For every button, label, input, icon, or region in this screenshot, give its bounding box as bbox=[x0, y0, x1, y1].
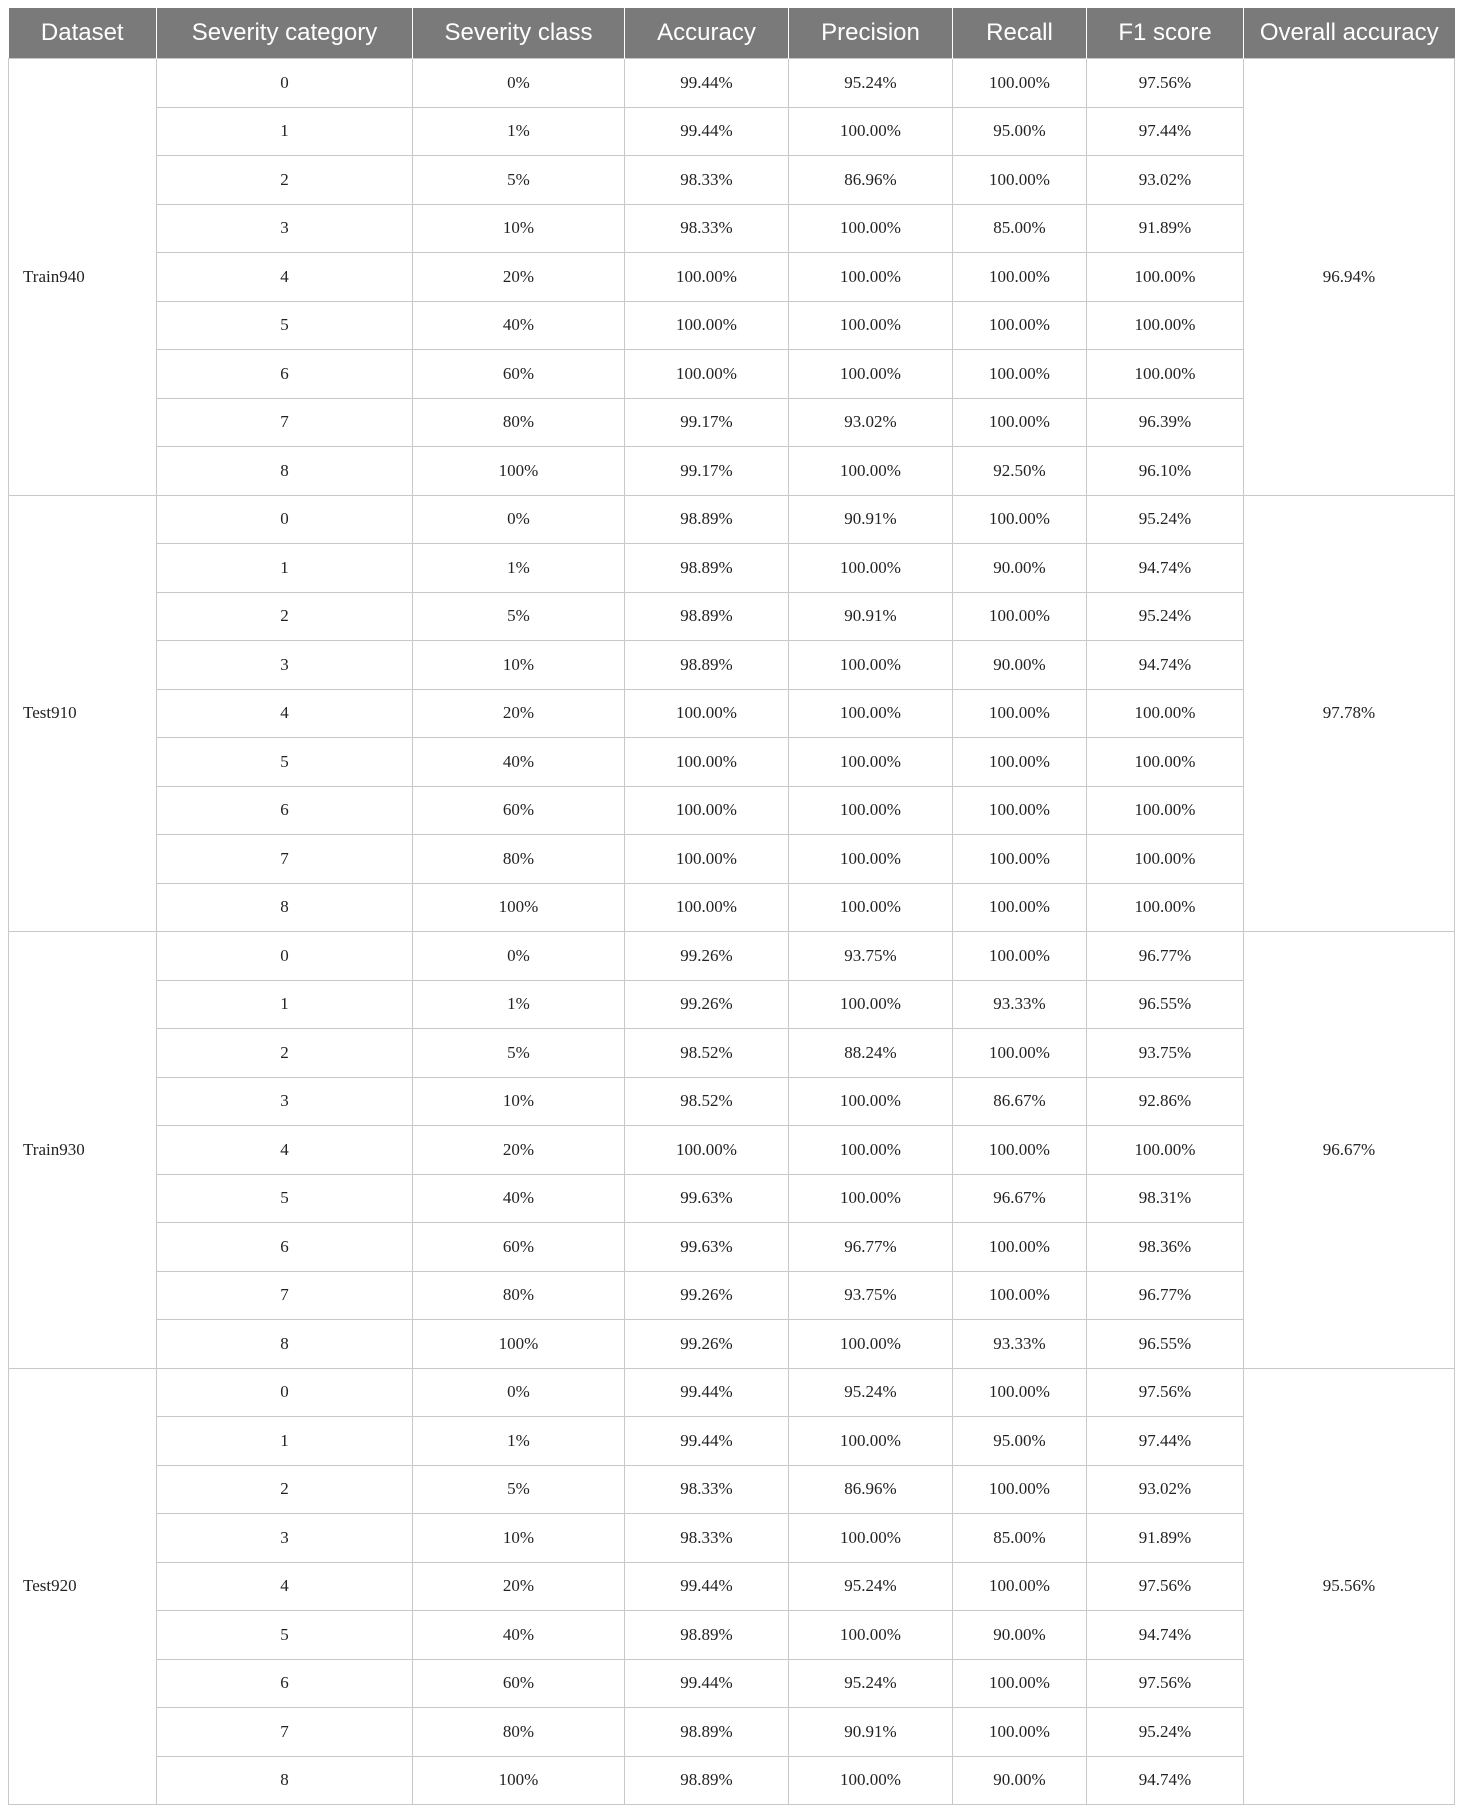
severity-class-cell: 1% bbox=[413, 980, 625, 1029]
table-header bbox=[9, 8, 1455, 59]
overall-accuracy-cell: 96.67% bbox=[1244, 932, 1455, 1369]
table-row bbox=[9, 59, 1455, 108]
severity-class-cell: 100% bbox=[413, 883, 625, 932]
severity-category-cell: 0 bbox=[157, 59, 413, 108]
severity-category-cell: 1 bbox=[157, 107, 413, 156]
dataset-cell: Train940 bbox=[9, 59, 157, 496]
header-accuracy: Accuracy bbox=[625, 8, 789, 59]
severity-class-cell: 0% bbox=[413, 1368, 625, 1417]
header-recall: Recall bbox=[953, 8, 1087, 59]
accuracy-cell: 100.00% bbox=[625, 301, 789, 350]
recall-cell: 100.00% bbox=[953, 59, 1087, 108]
accuracy-cell: 99.26% bbox=[625, 980, 789, 1029]
accuracy-cell: 98.89% bbox=[625, 592, 789, 641]
table-row bbox=[9, 350, 1455, 399]
recall-cell: 96.67% bbox=[953, 1174, 1087, 1223]
precision-cell: 93.75% bbox=[789, 932, 953, 981]
results-table bbox=[8, 8, 1455, 1805]
recall-cell: 100.00% bbox=[953, 1126, 1087, 1175]
f1-score-cell: 93.75% bbox=[1087, 1029, 1244, 1078]
f1-score-cell: 100.00% bbox=[1087, 350, 1244, 399]
precision-cell: 100.00% bbox=[789, 738, 953, 787]
severity-class-cell: 40% bbox=[413, 301, 625, 350]
f1-score-cell: 97.56% bbox=[1087, 1659, 1244, 1708]
precision-cell: 100.00% bbox=[789, 1514, 953, 1563]
f1-score-cell: 96.10% bbox=[1087, 447, 1244, 496]
dataset-cell: Train930 bbox=[9, 932, 157, 1369]
severity-class-cell: 80% bbox=[413, 1271, 625, 1320]
severity-class-cell: 60% bbox=[413, 1659, 625, 1708]
table-row bbox=[9, 1514, 1455, 1563]
severity-category-cell: 0 bbox=[157, 495, 413, 544]
severity-category-cell: 3 bbox=[157, 1514, 413, 1563]
accuracy-cell: 100.00% bbox=[625, 738, 789, 787]
severity-category-cell: 6 bbox=[157, 786, 413, 835]
table-row bbox=[9, 1320, 1455, 1369]
precision-cell: 93.02% bbox=[789, 398, 953, 447]
recall-cell: 93.33% bbox=[953, 1320, 1087, 1369]
precision-cell: 100.00% bbox=[789, 1611, 953, 1660]
severity-class-cell: 60% bbox=[413, 1223, 625, 1272]
recall-cell: 100.00% bbox=[953, 786, 1087, 835]
recall-cell: 100.00% bbox=[953, 883, 1087, 932]
table-row bbox=[9, 1271, 1455, 1320]
severity-category-cell: 8 bbox=[157, 883, 413, 932]
f1-score-cell: 97.44% bbox=[1087, 1417, 1244, 1466]
recall-cell: 100.00% bbox=[953, 1465, 1087, 1514]
severity-class-cell: 100% bbox=[413, 1756, 625, 1805]
table-row bbox=[9, 1562, 1455, 1611]
f1-score-cell: 96.39% bbox=[1087, 398, 1244, 447]
f1-score-cell: 91.89% bbox=[1087, 1514, 1244, 1563]
recall-cell: 85.00% bbox=[953, 1514, 1087, 1563]
accuracy-cell: 98.33% bbox=[625, 204, 789, 253]
accuracy-cell: 98.52% bbox=[625, 1077, 789, 1126]
recall-cell: 100.00% bbox=[953, 350, 1087, 399]
table-row bbox=[9, 204, 1455, 253]
f1-score-cell: 96.55% bbox=[1087, 980, 1244, 1029]
severity-class-cell: 1% bbox=[413, 544, 625, 593]
severity-class-cell: 80% bbox=[413, 1708, 625, 1757]
severity-class-cell: 0% bbox=[413, 495, 625, 544]
precision-cell: 100.00% bbox=[789, 350, 953, 399]
overall-accuracy-cell: 96.94% bbox=[1244, 59, 1455, 496]
table-row bbox=[9, 980, 1455, 1029]
table-row bbox=[9, 689, 1455, 738]
precision-cell: 88.24% bbox=[789, 1029, 953, 1078]
severity-category-cell: 8 bbox=[157, 447, 413, 496]
severity-category-cell: 4 bbox=[157, 1126, 413, 1175]
f1-score-cell: 94.74% bbox=[1087, 641, 1244, 690]
dataset-cell: Test920 bbox=[9, 1368, 157, 1805]
table-row bbox=[9, 1174, 1455, 1223]
severity-class-cell: 100% bbox=[413, 447, 625, 496]
accuracy-cell: 98.89% bbox=[625, 641, 789, 690]
table-row bbox=[9, 1029, 1455, 1078]
accuracy-cell: 98.89% bbox=[625, 1756, 789, 1805]
severity-category-cell: 8 bbox=[157, 1756, 413, 1805]
severity-class-cell: 40% bbox=[413, 1174, 625, 1223]
severity-category-cell: 6 bbox=[157, 1659, 413, 1708]
precision-cell: 90.91% bbox=[789, 592, 953, 641]
accuracy-cell: 100.00% bbox=[625, 1126, 789, 1175]
precision-cell: 100.00% bbox=[789, 447, 953, 496]
table-row bbox=[9, 1077, 1455, 1126]
precision-cell: 100.00% bbox=[789, 1417, 953, 1466]
severity-class-cell: 0% bbox=[413, 59, 625, 108]
recall-cell: 100.00% bbox=[953, 1708, 1087, 1757]
severity-class-cell: 10% bbox=[413, 1514, 625, 1563]
severity-category-cell: 1 bbox=[157, 980, 413, 1029]
table-row bbox=[9, 1611, 1455, 1660]
precision-cell: 100.00% bbox=[789, 204, 953, 253]
recall-cell: 86.67% bbox=[953, 1077, 1087, 1126]
recall-cell: 100.00% bbox=[953, 689, 1087, 738]
accuracy-cell: 98.89% bbox=[625, 544, 789, 593]
severity-class-cell: 5% bbox=[413, 156, 625, 205]
severity-class-cell: 5% bbox=[413, 592, 625, 641]
f1-score-cell: 94.74% bbox=[1087, 1756, 1244, 1805]
table-row bbox=[9, 1708, 1455, 1757]
severity-category-cell: 7 bbox=[157, 1271, 413, 1320]
recall-cell: 100.00% bbox=[953, 1029, 1087, 1078]
table-row bbox=[9, 156, 1455, 205]
severity-category-cell: 1 bbox=[157, 544, 413, 593]
accuracy-cell: 99.63% bbox=[625, 1223, 789, 1272]
accuracy-cell: 98.52% bbox=[625, 1029, 789, 1078]
overall-accuracy-cell: 95.56% bbox=[1244, 1368, 1455, 1805]
severity-class-cell: 1% bbox=[413, 1417, 625, 1466]
severity-class-cell: 60% bbox=[413, 350, 625, 399]
precision-cell: 95.24% bbox=[789, 59, 953, 108]
accuracy-cell: 99.26% bbox=[625, 1271, 789, 1320]
severity-class-cell: 20% bbox=[413, 1126, 625, 1175]
recall-cell: 100.00% bbox=[953, 156, 1087, 205]
precision-cell: 100.00% bbox=[789, 883, 953, 932]
precision-cell: 96.77% bbox=[789, 1223, 953, 1272]
precision-cell: 100.00% bbox=[789, 1756, 953, 1805]
severity-category-cell: 1 bbox=[157, 1417, 413, 1466]
precision-cell: 100.00% bbox=[789, 786, 953, 835]
table-row bbox=[9, 932, 1455, 981]
precision-cell: 95.24% bbox=[789, 1659, 953, 1708]
accuracy-cell: 98.89% bbox=[625, 1708, 789, 1757]
f1-score-cell: 97.56% bbox=[1087, 59, 1244, 108]
table-row bbox=[9, 1368, 1455, 1417]
accuracy-cell: 99.44% bbox=[625, 1417, 789, 1466]
severity-class-cell: 5% bbox=[413, 1465, 625, 1514]
severity-class-cell: 80% bbox=[413, 835, 625, 884]
recall-cell: 90.00% bbox=[953, 1756, 1087, 1805]
severity-category-cell: 0 bbox=[157, 932, 413, 981]
precision-cell: 100.00% bbox=[789, 544, 953, 593]
recall-cell: 90.00% bbox=[953, 641, 1087, 690]
table-row bbox=[9, 738, 1455, 787]
recall-cell: 100.00% bbox=[953, 495, 1087, 544]
f1-score-cell: 93.02% bbox=[1087, 1465, 1244, 1514]
table-row bbox=[9, 1126, 1455, 1175]
accuracy-cell: 98.33% bbox=[625, 156, 789, 205]
severity-category-cell: 3 bbox=[157, 1077, 413, 1126]
severity-category-cell: 4 bbox=[157, 253, 413, 302]
f1-score-cell: 100.00% bbox=[1087, 253, 1244, 302]
f1-score-cell: 97.56% bbox=[1087, 1368, 1244, 1417]
precision-cell: 100.00% bbox=[789, 689, 953, 738]
recall-cell: 100.00% bbox=[953, 592, 1087, 641]
recall-cell: 100.00% bbox=[953, 1659, 1087, 1708]
accuracy-cell: 98.33% bbox=[625, 1465, 789, 1514]
severity-class-cell: 60% bbox=[413, 786, 625, 835]
precision-cell: 93.75% bbox=[789, 1271, 953, 1320]
precision-cell: 100.00% bbox=[789, 301, 953, 350]
table-row bbox=[9, 495, 1455, 544]
severity-class-cell: 20% bbox=[413, 1562, 625, 1611]
recall-cell: 90.00% bbox=[953, 1611, 1087, 1660]
severity-class-cell: 10% bbox=[413, 641, 625, 690]
accuracy-cell: 100.00% bbox=[625, 689, 789, 738]
recall-cell: 100.00% bbox=[953, 932, 1087, 981]
precision-cell: 100.00% bbox=[789, 835, 953, 884]
table-row bbox=[9, 1417, 1455, 1466]
severity-category-cell: 2 bbox=[157, 1465, 413, 1514]
f1-score-cell: 100.00% bbox=[1087, 689, 1244, 738]
accuracy-cell: 99.44% bbox=[625, 1368, 789, 1417]
accuracy-cell: 99.17% bbox=[625, 447, 789, 496]
accuracy-cell: 99.63% bbox=[625, 1174, 789, 1223]
table-row bbox=[9, 544, 1455, 593]
f1-score-cell: 96.77% bbox=[1087, 1271, 1244, 1320]
severity-category-cell: 3 bbox=[157, 204, 413, 253]
f1-score-cell: 100.00% bbox=[1087, 835, 1244, 884]
recall-cell: 95.00% bbox=[953, 107, 1087, 156]
table-row bbox=[9, 398, 1455, 447]
recall-cell: 100.00% bbox=[953, 301, 1087, 350]
severity-class-cell: 40% bbox=[413, 1611, 625, 1660]
accuracy-cell: 99.26% bbox=[625, 1320, 789, 1369]
table-row bbox=[9, 641, 1455, 690]
f1-score-cell: 94.74% bbox=[1087, 1611, 1244, 1660]
accuracy-cell: 99.44% bbox=[625, 1562, 789, 1611]
f1-score-cell: 98.31% bbox=[1087, 1174, 1244, 1223]
f1-score-cell: 95.24% bbox=[1087, 592, 1244, 641]
f1-score-cell: 95.24% bbox=[1087, 495, 1244, 544]
f1-score-cell: 100.00% bbox=[1087, 883, 1244, 932]
severity-category-cell: 8 bbox=[157, 1320, 413, 1369]
table-row bbox=[9, 592, 1455, 641]
severity-class-cell: 20% bbox=[413, 253, 625, 302]
table-row bbox=[9, 253, 1455, 302]
severity-category-cell: 7 bbox=[157, 835, 413, 884]
f1-score-cell: 100.00% bbox=[1087, 786, 1244, 835]
header-f1-score: F1 score bbox=[1087, 8, 1244, 59]
table-row bbox=[9, 786, 1455, 835]
severity-class-cell: 20% bbox=[413, 689, 625, 738]
severity-class-cell: 1% bbox=[413, 107, 625, 156]
precision-cell: 100.00% bbox=[789, 253, 953, 302]
table-row bbox=[9, 107, 1455, 156]
severity-category-cell: 2 bbox=[157, 1029, 413, 1078]
accuracy-cell: 100.00% bbox=[625, 350, 789, 399]
table-row bbox=[9, 1659, 1455, 1708]
recall-cell: 93.33% bbox=[953, 980, 1087, 1029]
severity-category-cell: 6 bbox=[157, 1223, 413, 1272]
f1-score-cell: 96.77% bbox=[1087, 932, 1244, 981]
recall-cell: 100.00% bbox=[953, 1271, 1087, 1320]
f1-score-cell: 97.44% bbox=[1087, 107, 1244, 156]
severity-class-cell: 100% bbox=[413, 1320, 625, 1369]
table-row bbox=[9, 883, 1455, 932]
recall-cell: 92.50% bbox=[953, 447, 1087, 496]
accuracy-cell: 100.00% bbox=[625, 253, 789, 302]
precision-cell: 100.00% bbox=[789, 1077, 953, 1126]
precision-cell: 100.00% bbox=[789, 980, 953, 1029]
f1-score-cell: 100.00% bbox=[1087, 1126, 1244, 1175]
severity-category-cell: 2 bbox=[157, 156, 413, 205]
accuracy-cell: 99.17% bbox=[625, 398, 789, 447]
precision-cell: 100.00% bbox=[789, 1174, 953, 1223]
precision-cell: 86.96% bbox=[789, 156, 953, 205]
severity-class-cell: 10% bbox=[413, 204, 625, 253]
precision-cell: 95.24% bbox=[789, 1562, 953, 1611]
severity-category-cell: 3 bbox=[157, 641, 413, 690]
recall-cell: 100.00% bbox=[953, 738, 1087, 787]
f1-score-cell: 93.02% bbox=[1087, 156, 1244, 205]
accuracy-cell: 100.00% bbox=[625, 883, 789, 932]
severity-category-cell: 2 bbox=[157, 592, 413, 641]
severity-category-cell: 7 bbox=[157, 1708, 413, 1757]
recall-cell: 100.00% bbox=[953, 253, 1087, 302]
precision-cell: 100.00% bbox=[789, 641, 953, 690]
table-row bbox=[9, 1756, 1455, 1805]
overall-accuracy-cell: 97.78% bbox=[1244, 495, 1455, 932]
precision-cell: 95.24% bbox=[789, 1368, 953, 1417]
severity-category-cell: 5 bbox=[157, 1611, 413, 1660]
accuracy-cell: 99.44% bbox=[625, 59, 789, 108]
recall-cell: 100.00% bbox=[953, 1368, 1087, 1417]
severity-category-cell: 4 bbox=[157, 689, 413, 738]
header-row bbox=[9, 8, 1455, 59]
severity-class-cell: 40% bbox=[413, 738, 625, 787]
severity-class-cell: 0% bbox=[413, 932, 625, 981]
table-row bbox=[9, 835, 1455, 884]
f1-score-cell: 98.36% bbox=[1087, 1223, 1244, 1272]
recall-cell: 100.00% bbox=[953, 835, 1087, 884]
accuracy-cell: 98.33% bbox=[625, 1514, 789, 1563]
accuracy-cell: 99.44% bbox=[625, 1659, 789, 1708]
table-row bbox=[9, 1223, 1455, 1272]
table-row bbox=[9, 1465, 1455, 1514]
recall-cell: 100.00% bbox=[953, 398, 1087, 447]
f1-score-cell: 97.56% bbox=[1087, 1562, 1244, 1611]
header-dataset: Dataset bbox=[9, 8, 157, 59]
severity-category-cell: 5 bbox=[157, 738, 413, 787]
header-severity-class: Severity class bbox=[413, 8, 625, 59]
table-row bbox=[9, 447, 1455, 496]
accuracy-cell: 99.26% bbox=[625, 932, 789, 981]
f1-score-cell: 100.00% bbox=[1087, 301, 1244, 350]
f1-score-cell: 100.00% bbox=[1087, 738, 1244, 787]
f1-score-cell: 95.24% bbox=[1087, 1708, 1244, 1757]
recall-cell: 85.00% bbox=[953, 204, 1087, 253]
recall-cell: 100.00% bbox=[953, 1223, 1087, 1272]
accuracy-cell: 99.44% bbox=[625, 107, 789, 156]
recall-cell: 100.00% bbox=[953, 1562, 1087, 1611]
f1-score-cell: 92.86% bbox=[1087, 1077, 1244, 1126]
f1-score-cell: 91.89% bbox=[1087, 204, 1244, 253]
precision-cell: 90.91% bbox=[789, 1708, 953, 1757]
header-precision: Precision bbox=[789, 8, 953, 59]
precision-cell: 100.00% bbox=[789, 1126, 953, 1175]
header-severity-category: Severity category bbox=[157, 8, 413, 59]
severity-class-cell: 10% bbox=[413, 1077, 625, 1126]
accuracy-cell: 100.00% bbox=[625, 835, 789, 884]
precision-cell: 100.00% bbox=[789, 1320, 953, 1369]
severity-class-cell: 5% bbox=[413, 1029, 625, 1078]
header-overall-accuracy: Overall accuracy bbox=[1244, 8, 1455, 59]
recall-cell: 90.00% bbox=[953, 544, 1087, 593]
severity-category-cell: 7 bbox=[157, 398, 413, 447]
f1-score-cell: 94.74% bbox=[1087, 544, 1244, 593]
table-row bbox=[9, 301, 1455, 350]
recall-cell: 95.00% bbox=[953, 1417, 1087, 1466]
severity-category-cell: 5 bbox=[157, 301, 413, 350]
accuracy-cell: 98.89% bbox=[625, 1611, 789, 1660]
dataset-cell: Test910 bbox=[9, 495, 157, 932]
severity-category-cell: 0 bbox=[157, 1368, 413, 1417]
accuracy-cell: 98.89% bbox=[625, 495, 789, 544]
precision-cell: 86.96% bbox=[789, 1465, 953, 1514]
accuracy-cell: 100.00% bbox=[625, 786, 789, 835]
table-body bbox=[9, 59, 1455, 1805]
severity-category-cell: 6 bbox=[157, 350, 413, 399]
severity-category-cell: 5 bbox=[157, 1174, 413, 1223]
severity-class-cell: 80% bbox=[413, 398, 625, 447]
precision-cell: 90.91% bbox=[789, 495, 953, 544]
f1-score-cell: 96.55% bbox=[1087, 1320, 1244, 1369]
precision-cell: 100.00% bbox=[789, 107, 953, 156]
severity-category-cell: 4 bbox=[157, 1562, 413, 1611]
